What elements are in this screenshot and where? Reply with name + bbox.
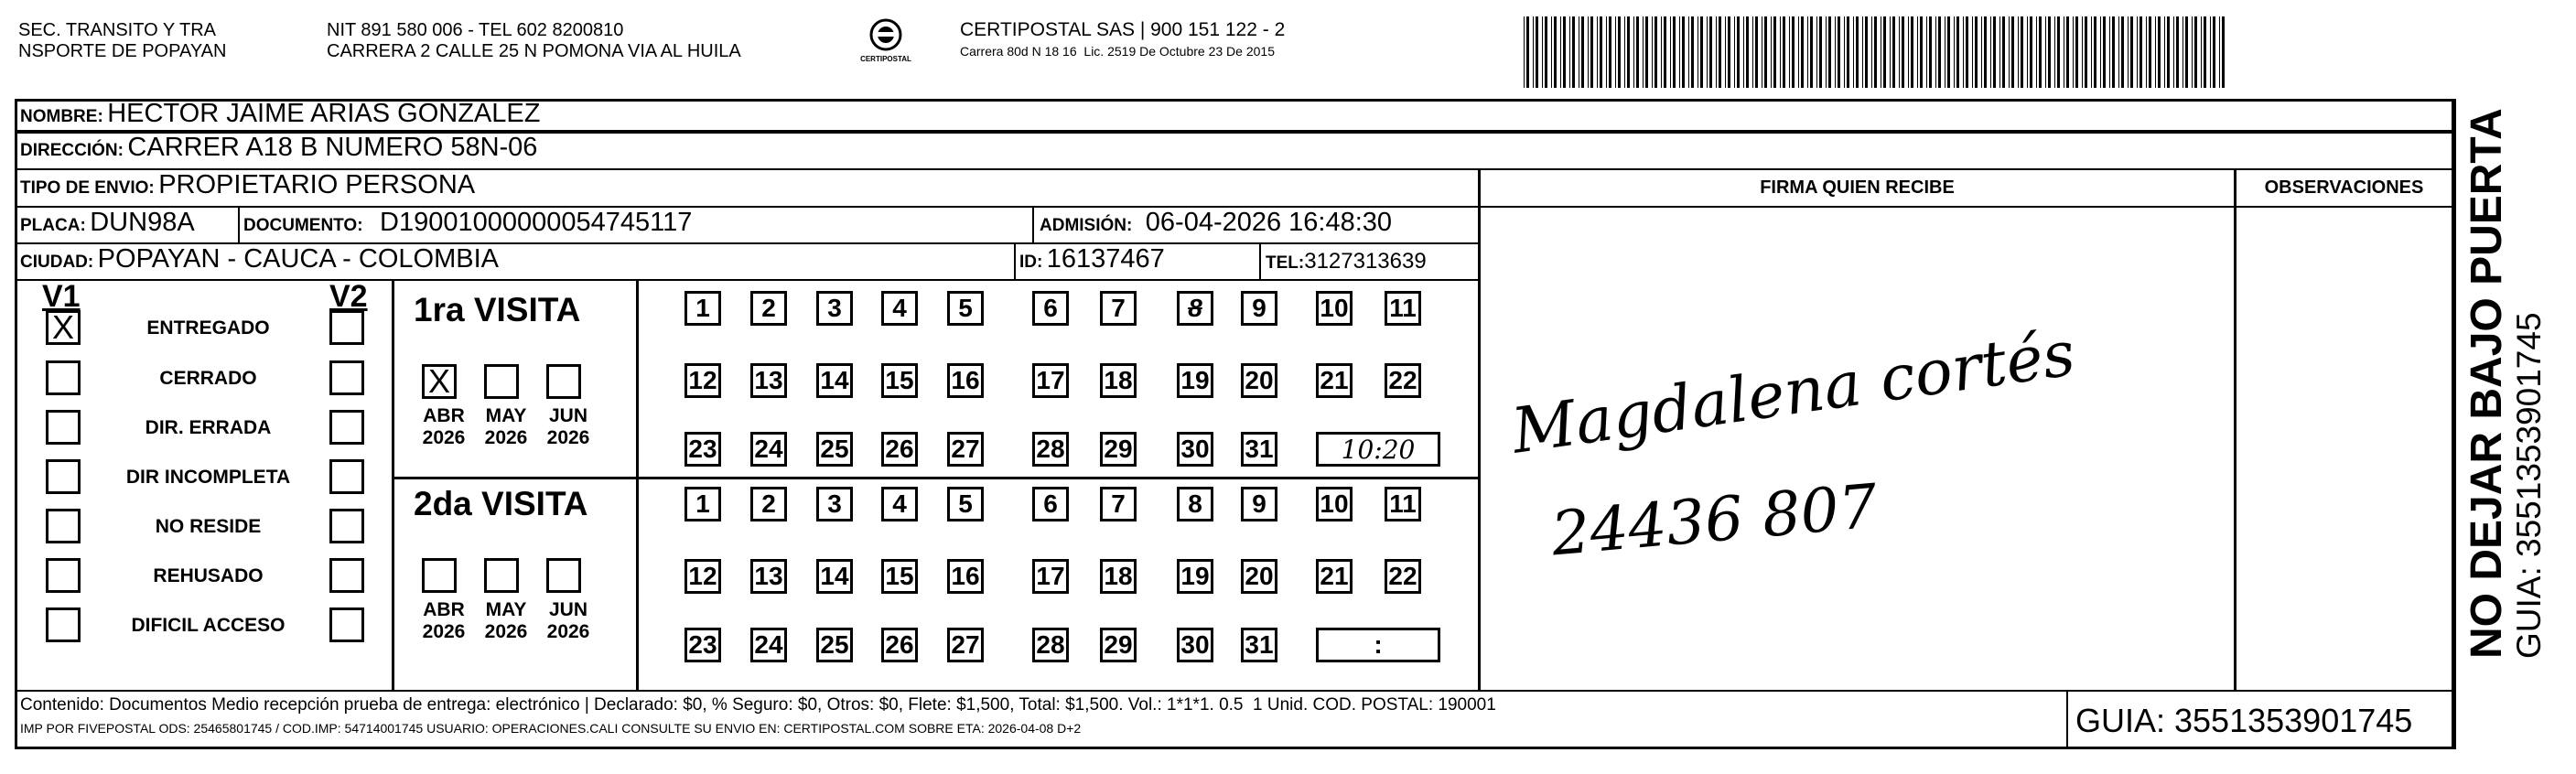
barcode-bar (1844, 16, 1845, 88)
barcode-bar (1764, 16, 1767, 88)
barcode-bar (1911, 16, 1913, 88)
day-box[interactable]: 4 (881, 487, 918, 521)
barcode-bar (1789, 16, 1790, 88)
day-box[interactable]: 21 (1316, 363, 1353, 398)
barcode-bar (1597, 16, 1598, 88)
day-box[interactable]: 26 (881, 628, 918, 662)
barcode-bar (1862, 16, 1863, 88)
barcode-bar (1554, 16, 1557, 88)
barcode-bar (1966, 16, 1968, 88)
day-box[interactable]: 11 (1385, 291, 1421, 326)
barcode-bar (2213, 16, 2215, 88)
tel-field: TEL:3127313639 (1266, 249, 1427, 274)
barcode-bar (1999, 16, 2000, 88)
barcode-bar (1902, 16, 1904, 88)
barcode-bar (1917, 16, 1918, 88)
sender-line-1: SEC. TRANSITO Y TRA (18, 20, 216, 40)
day-box[interactable]: 7 (1100, 487, 1137, 521)
barcode-bar (1627, 16, 1630, 88)
certipostal-logo: CERTIPOSTAL (849, 13, 922, 66)
barcode-bar (2194, 16, 2197, 88)
barcode-bar (2091, 16, 2092, 88)
firma-header: FIRMA QUIEN RECIBE (1760, 177, 1955, 198)
barcode-bar (1981, 16, 1982, 88)
v2-checkbox[interactable] (329, 607, 364, 642)
day-box[interactable]: 14 (816, 559, 853, 594)
barcode-bar (1590, 16, 1593, 88)
barcode-bar (2039, 16, 2042, 88)
barcode-bar (1746, 16, 1749, 88)
v2-checkbox[interactable] (329, 310, 364, 345)
barcode-bar (1645, 16, 1648, 88)
barcode-bar (1533, 16, 1534, 88)
status-label: NO RESIDE (155, 516, 262, 537)
barcode-bar (1792, 16, 1795, 88)
barcode-bar (1563, 16, 1566, 88)
barcode-bar (1545, 16, 1547, 88)
barcode-bar (2082, 16, 2083, 88)
day-box[interactable]: 30 (1177, 432, 1213, 467)
day-box[interactable]: 17 (1032, 559, 1069, 594)
barcode-bar (1984, 16, 1987, 88)
barcode-bar (2030, 16, 2032, 88)
barcode-bar (1783, 16, 1785, 88)
day-box[interactable]: 23 (684, 432, 721, 467)
barcode-bar (1892, 16, 1895, 88)
day-box[interactable]: 19 (1177, 363, 1213, 398)
month-checkbox[interactable] (422, 558, 457, 593)
barcode-bar (1734, 16, 1735, 88)
v2-header: V2 (329, 279, 368, 314)
day-box[interactable]: 25 (816, 432, 853, 467)
day-box[interactable]: 27 (947, 628, 984, 662)
time-box[interactable]: : (1316, 628, 1440, 662)
v2-checkbox[interactable] (329, 459, 364, 494)
barcode-bar (2222, 16, 2225, 88)
v2-checkbox[interactable] (329, 558, 364, 593)
v2-checkbox[interactable] (329, 360, 364, 395)
barcode-bar (2192, 16, 2193, 88)
barcode-bar (1664, 16, 1666, 88)
ciudad-field: CIUDAD: POPAYAN - CAUCA - COLOMBIA (20, 244, 499, 274)
day-box[interactable]: 20 (1241, 363, 1277, 398)
day-box[interactable]: 10 (1316, 487, 1353, 521)
barcode-bar (1755, 16, 1758, 88)
barcode-bar (2103, 16, 2106, 88)
barcode-bar (1636, 16, 1639, 88)
barcode-bar (2002, 16, 2005, 88)
direccion-row: DIRECCIÓN: CARRER A18 B NUMERO 58N-06 (20, 133, 538, 162)
day-box[interactable]: 29 (1100, 432, 1137, 467)
day-box[interactable]: 19 (1177, 559, 1213, 594)
nit-line-2: CARRERA 2 CALLE 25 N POMONA VIA AL HUILA (327, 41, 741, 61)
barcode-bar (2130, 16, 2133, 88)
v1-checkbox[interactable] (46, 360, 81, 395)
barcode-bar (1954, 16, 1955, 88)
barcode-bar (1728, 16, 1730, 88)
footer-guia: GUIA: 3551353901745 (2075, 702, 2413, 739)
month-checkbox[interactable] (484, 364, 519, 399)
day-box[interactable]: 7 (1100, 291, 1137, 326)
barcode-bar (1654, 16, 1657, 88)
nombre-row: NOMBRE: HECTOR JAIME ARIAS GONZALEZ (20, 99, 541, 128)
barcode-bar (1600, 16, 1602, 88)
barcode-bar (2021, 16, 2023, 88)
day-box[interactable]: 18 (1100, 363, 1137, 398)
barcode-bar (1835, 16, 1836, 88)
day-box[interactable]: 31 (1241, 432, 1277, 467)
barcode-bar (2137, 16, 2138, 88)
barcode-bar (2185, 16, 2188, 88)
barcode-bar (1847, 16, 1849, 88)
barcode-bar (2146, 16, 2147, 88)
barcode-bar (1874, 16, 1877, 88)
nit-line-1: NIT 891 580 006 - TEL 602 8200810 (327, 20, 624, 40)
status-label: DIR INCOMPLETA (125, 467, 291, 488)
month-label: ABR 2026 (422, 405, 466, 448)
day-box[interactable]: 9 (1241, 487, 1277, 521)
barcode-bar (1670, 16, 1671, 88)
status-label: ENTREGADO (146, 317, 270, 339)
barcode-bar (2075, 16, 2078, 88)
day-box[interactable]: 12 (684, 363, 721, 398)
day-box[interactable]: 26 (881, 432, 918, 467)
barcode-bar (1819, 16, 1822, 88)
barcode-bar (2121, 16, 2124, 88)
day-box[interactable]: 20 (1241, 559, 1277, 594)
company-line-2: Carrera 80d N 18 16 Lic. 2519 De Octubre 23 De 2015 (960, 44, 1275, 59)
barcode-bar (2018, 16, 2019, 88)
barcode-bar (2139, 16, 2142, 88)
barcode-bar (2100, 16, 2101, 88)
barcode-bar (1542, 16, 1543, 88)
barcode-bar (1993, 16, 1996, 88)
day-box[interactable]: 3 (816, 291, 853, 326)
day-box[interactable]: 29 (1100, 628, 1137, 662)
day-box[interactable]: 21 (1316, 559, 1353, 594)
day-box[interactable]: 12 (684, 559, 721, 594)
day-box[interactable]: 8 (1177, 291, 1213, 326)
barcode-bar (1899, 16, 1900, 88)
v1-checkbox[interactable] (46, 607, 81, 642)
barcode-bar (2149, 16, 2151, 88)
barcode-bar (1725, 16, 1726, 88)
barcode-bar (1908, 16, 1909, 88)
barcode-bar (2176, 16, 2179, 88)
barcode-bar (1828, 16, 1831, 88)
sender-line-2: NSPORTE DE POPAYAN (18, 41, 227, 61)
company-line-1: CERTIPOSTAL SAS | 900 151 122 - 2 (960, 19, 1286, 40)
month-checkbox[interactable] (546, 558, 581, 593)
status-label: DIFICIL ACCESO (131, 615, 286, 636)
day-box[interactable]: 2 (750, 291, 787, 326)
barcode-bar (1707, 16, 1708, 88)
barcode-bar (2009, 16, 2010, 88)
day-box[interactable]: 25 (816, 628, 853, 662)
day-box[interactable]: 31 (1241, 628, 1277, 662)
barcode-bar (1798, 16, 1799, 88)
barcode-bar (1679, 16, 1680, 88)
barcode-bar (1956, 16, 1959, 88)
barcode-bar (1709, 16, 1712, 88)
month-label: MAY 2026 (484, 405, 528, 448)
barcode-bar (1780, 16, 1781, 88)
barcode-bar (1743, 16, 1744, 88)
barcode-bar (1963, 16, 1964, 88)
barcode-bar (1719, 16, 1721, 88)
v1-checkbox[interactable]: X (46, 310, 81, 345)
barcode-bar (2045, 16, 2046, 88)
day-box[interactable]: 16 (947, 559, 984, 594)
day-box[interactable]: 3 (816, 487, 853, 521)
barcode-bar (1609, 16, 1611, 88)
barcode-bar (2158, 16, 2161, 88)
month-label: ABR 2026 (422, 599, 466, 642)
barcode-bar (1606, 16, 1607, 88)
status-label: REHUSADO (153, 565, 264, 586)
barcode-bar (2036, 16, 2037, 88)
barcode-bar (1524, 16, 1525, 88)
day-box[interactable]: 1 (684, 487, 721, 521)
barcode-bar (1643, 16, 1644, 88)
barcode-bar (2085, 16, 2087, 88)
barcode-bar (2219, 16, 2220, 88)
barcode-bar (1856, 16, 1859, 88)
day-box[interactable]: 11 (1385, 487, 1421, 521)
barcode-bar (1935, 16, 1936, 88)
barcode-bar (1816, 16, 1817, 88)
month-checkbox[interactable] (546, 364, 581, 399)
barcode-bar (1572, 16, 1575, 88)
day-box[interactable]: 23 (684, 628, 721, 662)
tipo-row: TIPO DE ENVIO: PROPIETARIO PERSONA (20, 170, 476, 199)
signature-name: Magdalena cortés (1507, 317, 2080, 468)
barcode-bar (1752, 16, 1753, 88)
barcode-bar (1560, 16, 1561, 88)
v1-header: V1 (42, 279, 81, 314)
day-box[interactable]: 5 (947, 291, 984, 326)
day-box[interactable]: 22 (1385, 559, 1421, 594)
barcode-bar (1615, 16, 1616, 88)
barcode-bar (2048, 16, 2051, 88)
barcode-bar (1737, 16, 1740, 88)
barcode-bar (1810, 16, 1813, 88)
barcode-bar (1926, 16, 1927, 88)
barcode-bar (2173, 16, 2174, 88)
v2-checkbox[interactable] (329, 509, 364, 543)
barcode-bar (1536, 16, 1538, 88)
day-box[interactable]: 24 (750, 432, 787, 467)
barcode-bar (2201, 16, 2202, 88)
day-box[interactable]: 22 (1385, 363, 1421, 398)
barcode-bar (2066, 16, 2069, 88)
barcode-bar (1652, 16, 1653, 88)
barcode-bar (1700, 16, 1703, 88)
barcode-bar (2210, 16, 2211, 88)
day-box[interactable]: 15 (881, 559, 918, 594)
barcode-bar (2027, 16, 2028, 88)
barcode-bar (1890, 16, 1891, 88)
barcode-bar (2128, 16, 2129, 88)
barcode-bar (1771, 16, 1772, 88)
barcode-bar (2054, 16, 2055, 88)
barcode-bar (1972, 16, 1973, 88)
time-box[interactable]: 10:20 (1316, 432, 1440, 467)
footer-line-1: Contenido: Documentos Medio recepción prueba de entrega: electrónico | Declarado: $0, % Seguro: $0, Otros: $0, Flete: $1,500, Total: $1,500. Vol.: 1*1*1. 0.5 1 Unid. COD. POSTAL: 190001 (20, 695, 1496, 715)
documento-field: DOCUMENTO: D19001000000054745117 (243, 208, 693, 237)
barcode-bar (2109, 16, 2110, 88)
barcode-bar (1947, 16, 1950, 88)
month-checkbox[interactable] (484, 558, 519, 593)
month-label: JUN 2026 (546, 599, 590, 642)
admision-field: ADMISIÓN: 06-04-2026 16:48:30 (1040, 208, 1393, 237)
barcode-bar (2118, 16, 2119, 88)
barcode-bar (1871, 16, 1872, 88)
barcode-bar (1581, 16, 1584, 88)
barcode-bar (2011, 16, 2014, 88)
barcode-bar (1975, 16, 1978, 88)
month-label: MAY 2026 (484, 599, 528, 642)
barcode-bar (1716, 16, 1717, 88)
barcode-bar (2057, 16, 2060, 88)
day-box[interactable]: 13 (750, 559, 787, 594)
barcode-bar (2112, 16, 2115, 88)
second-visit-title: 2da VISITA (414, 485, 588, 522)
barcode-bar (2164, 16, 2165, 88)
day-box[interactable]: 13 (750, 363, 787, 398)
day-box[interactable]: 17 (1032, 363, 1069, 398)
barcode-bar (1773, 16, 1776, 88)
footer-line-2: IMP POR FIVEPOSTAL ODS: 25465801745 / COD.IMP: 54714001745 USUARIO: OPERACIONES.CALI CONSULTE SU ENVIO EN: CERTIPOSTAL.COM SOBRE ETA: 2026-04-08 D+2 (20, 721, 1082, 736)
day-box[interactable]: 14 (816, 363, 853, 398)
v1-checkbox[interactable] (46, 459, 81, 494)
barcode-bar (2094, 16, 2096, 88)
side-text: NO DEJAR BAJO PUERTA GUIA: 3551353901745 (2463, 108, 2548, 659)
observaciones-header: OBSERVACIONES (2264, 177, 2424, 198)
barcode-bar (1618, 16, 1621, 88)
day-box[interactable]: 6 (1032, 487, 1069, 521)
day-box[interactable]: 10 (1316, 291, 1353, 326)
barcode-bar (1853, 16, 1854, 88)
barcode-bar (1801, 16, 1804, 88)
day-box[interactable]: 24 (750, 628, 787, 662)
day-box[interactable]: 8 (1177, 487, 1213, 521)
barcode-bar (1551, 16, 1552, 88)
barcode-bar (1920, 16, 1923, 88)
day-box[interactable]: 18 (1100, 559, 1137, 594)
barcode-bar (1990, 16, 1991, 88)
day-box[interactable]: 5 (947, 487, 984, 521)
placa-field: PLACA: DUN98A (20, 208, 195, 237)
day-box[interactable]: 28 (1032, 432, 1069, 467)
barcode-bar (1673, 16, 1676, 88)
barcode-bar (1938, 16, 1941, 88)
day-box[interactable]: 16 (947, 363, 984, 398)
barcode-bar (1826, 16, 1827, 88)
barcode-bar (2155, 16, 2156, 88)
id-field: ID: 16137467 (1019, 244, 1165, 274)
barcode-bar (1883, 16, 1886, 88)
barcode-bar (2167, 16, 2170, 88)
barcode-bar (1807, 16, 1808, 88)
day-box[interactable]: 2 (750, 487, 787, 521)
barcode-bar (1526, 16, 1529, 88)
barcode-bar (1588, 16, 1589, 88)
barcode-bar (1691, 16, 1694, 88)
month-checkbox[interactable]: X (422, 364, 457, 399)
barcode (1522, 16, 2233, 88)
day-box[interactable]: 15 (881, 363, 918, 398)
day-box[interactable]: 27 (947, 432, 984, 467)
barcode-bar (1569, 16, 1570, 88)
barcode-bar (1682, 16, 1685, 88)
first-visit-title: 1ra VISITA (414, 291, 581, 328)
v1-checkbox[interactable] (46, 410, 81, 445)
day-box[interactable]: 30 (1177, 628, 1213, 662)
signature-number: 24436 807 (1548, 470, 1881, 570)
barcode-bar (2204, 16, 2206, 88)
barcode-bar (1929, 16, 1932, 88)
v1-checkbox[interactable] (46, 558, 81, 593)
barcode-bar (1624, 16, 1625, 88)
day-box[interactable]: 1 (684, 291, 721, 326)
barcode-bar (1661, 16, 1662, 88)
barcode-bar (1633, 16, 1634, 88)
status-label: DIR. ERRADA (145, 417, 272, 438)
barcode-bar (1838, 16, 1840, 88)
day-box[interactable]: 9 (1241, 291, 1277, 326)
v2-checkbox[interactable] (329, 410, 364, 445)
day-box[interactable]: 4 (881, 291, 918, 326)
barcode-bar (1865, 16, 1868, 88)
barcode-bar (1688, 16, 1689, 88)
v1-checkbox[interactable] (46, 509, 81, 543)
month-label: JUN 2026 (546, 405, 590, 448)
day-box[interactable]: 28 (1032, 628, 1069, 662)
barcode-bar (2073, 16, 2074, 88)
status-label: CERRADO (159, 368, 257, 389)
day-box[interactable]: 6 (1032, 291, 1069, 326)
